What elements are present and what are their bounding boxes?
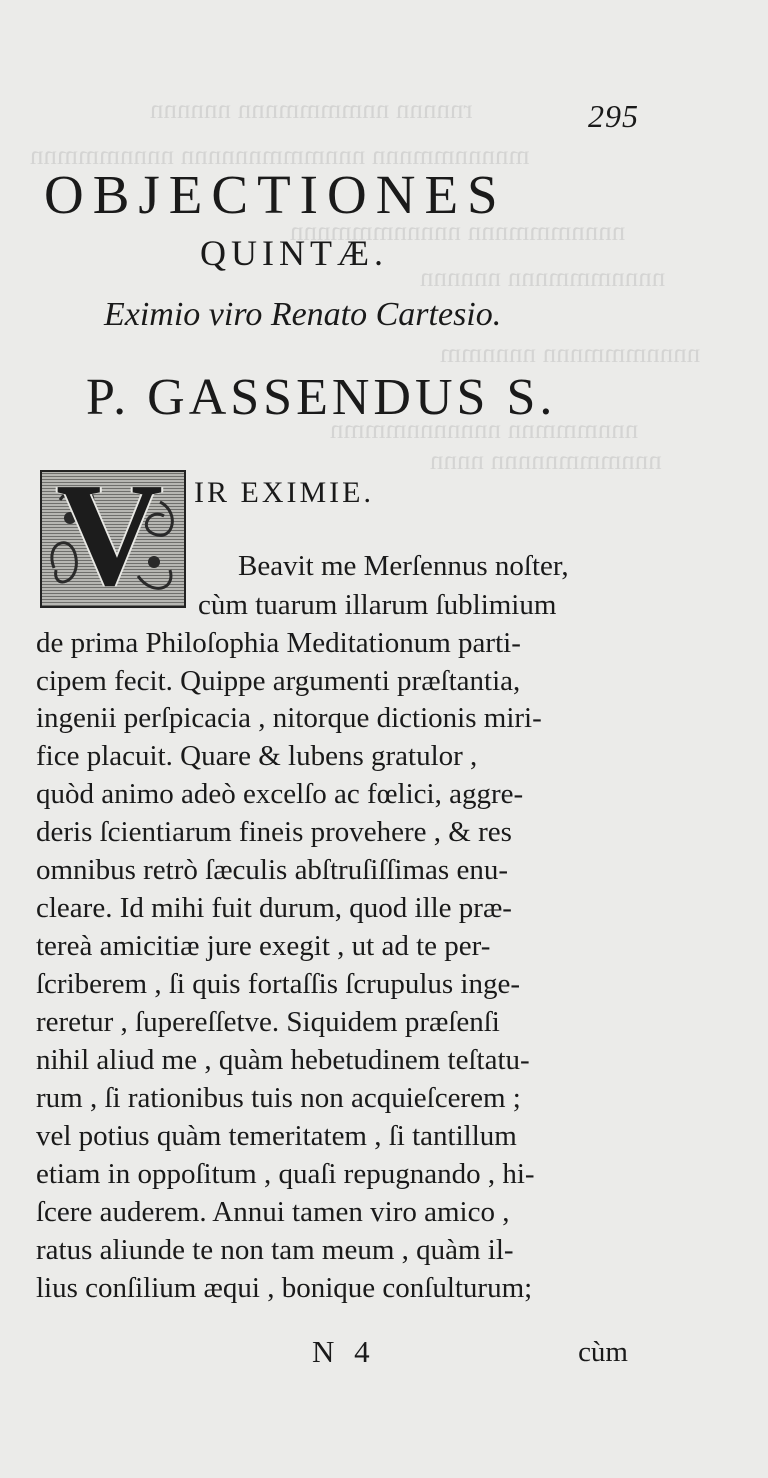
body-line: ratus aliunde te non tam meum , quàm il- (36, 1234, 514, 1266)
catchword: cùm (578, 1336, 628, 1368)
show-through-line: nnnmmmnnnnn nnnn (430, 445, 662, 475)
body-line: quòd animo adeò excelſo ac fœlici, aggre- (36, 778, 524, 810)
body-line: etiam in oppoſitum , quaſi repugnando , hi- (36, 1158, 535, 1190)
show-through-line: nnnnmmmnnn nnnnnmmmnnn (290, 216, 626, 246)
body-line: ingenii perſpicacia , nitorque dictionis miri- (36, 702, 542, 734)
body-line: de prima Philoſophia Meditationum parti- (36, 627, 521, 659)
decorated-initial (40, 470, 186, 608)
show-through-line: nnnmmmnn nnnnnnnmmmn (330, 414, 639, 444)
show-through-line: nnnnmmmnnn nnnnnn (420, 262, 666, 292)
body-line: omnibus retrò ſæculis abſtruſiſſimas enu- (36, 854, 508, 886)
initial-letter: V (56, 470, 163, 608)
body-line: Beavit me Merſennus noſter, (238, 550, 569, 582)
body-line: ſcere auderem. Annui tamen viro amico , (36, 1196, 510, 1228)
show-through-line: rnnnnn nnmmmmnnn nnnnnn (150, 94, 473, 124)
subtitle: QUINTÆ. (200, 233, 388, 273)
body-line: ſcriberem , ſi quis fortaſſis ſcrupulus inge- (36, 968, 521, 1000)
body-line: cùm tuarum illarum ſublimium (198, 589, 557, 621)
body-line: reretur , ſupereſſetve. Siquidem præſenſi (36, 1006, 500, 1038)
body-line: cipem fecit. Quippe argumenti præſtantia, (36, 665, 521, 697)
body-line: rum , ſi rationibus tuis non acquieſcerem ; (36, 1082, 521, 1114)
author-line: P. GASSENDUS S. (86, 369, 557, 426)
body-line: cleare. Id mihi fuit durum, quod ille præ- (36, 892, 512, 924)
page-number: 295 (588, 98, 639, 134)
page-footer (36, 1334, 628, 1374)
body-line: deris ſcientiarum fineis provehere , & res (36, 816, 512, 848)
show-through-line: nnnnmmmnnn nnnnmm (440, 338, 701, 368)
body-line: nihil aliud me , quàm hebetudinem teſtatu- (36, 1044, 530, 1076)
body-line: vel potius quàm temeritatem , ſi tantillum (36, 1120, 517, 1152)
body-line: lius conſilium æqui , bonique conſulturum; (36, 1272, 533, 1304)
dedication: Eximio viro Renato Cartesio. (104, 296, 502, 333)
body-line: tereà amicitiæ jure exegit , ut ad te per- (36, 930, 491, 962)
show-through-line: mnnnnmmnnn nnnmmmnnnnnn nnnnmmmnn (30, 140, 530, 170)
body-line: fice placuit. Quare & lubens gratulor , (36, 740, 478, 772)
salutation: IR EXIMIE. (194, 476, 374, 509)
signature-mark: N 4 (312, 1334, 376, 1369)
title: OBJECTIONES (44, 164, 507, 225)
